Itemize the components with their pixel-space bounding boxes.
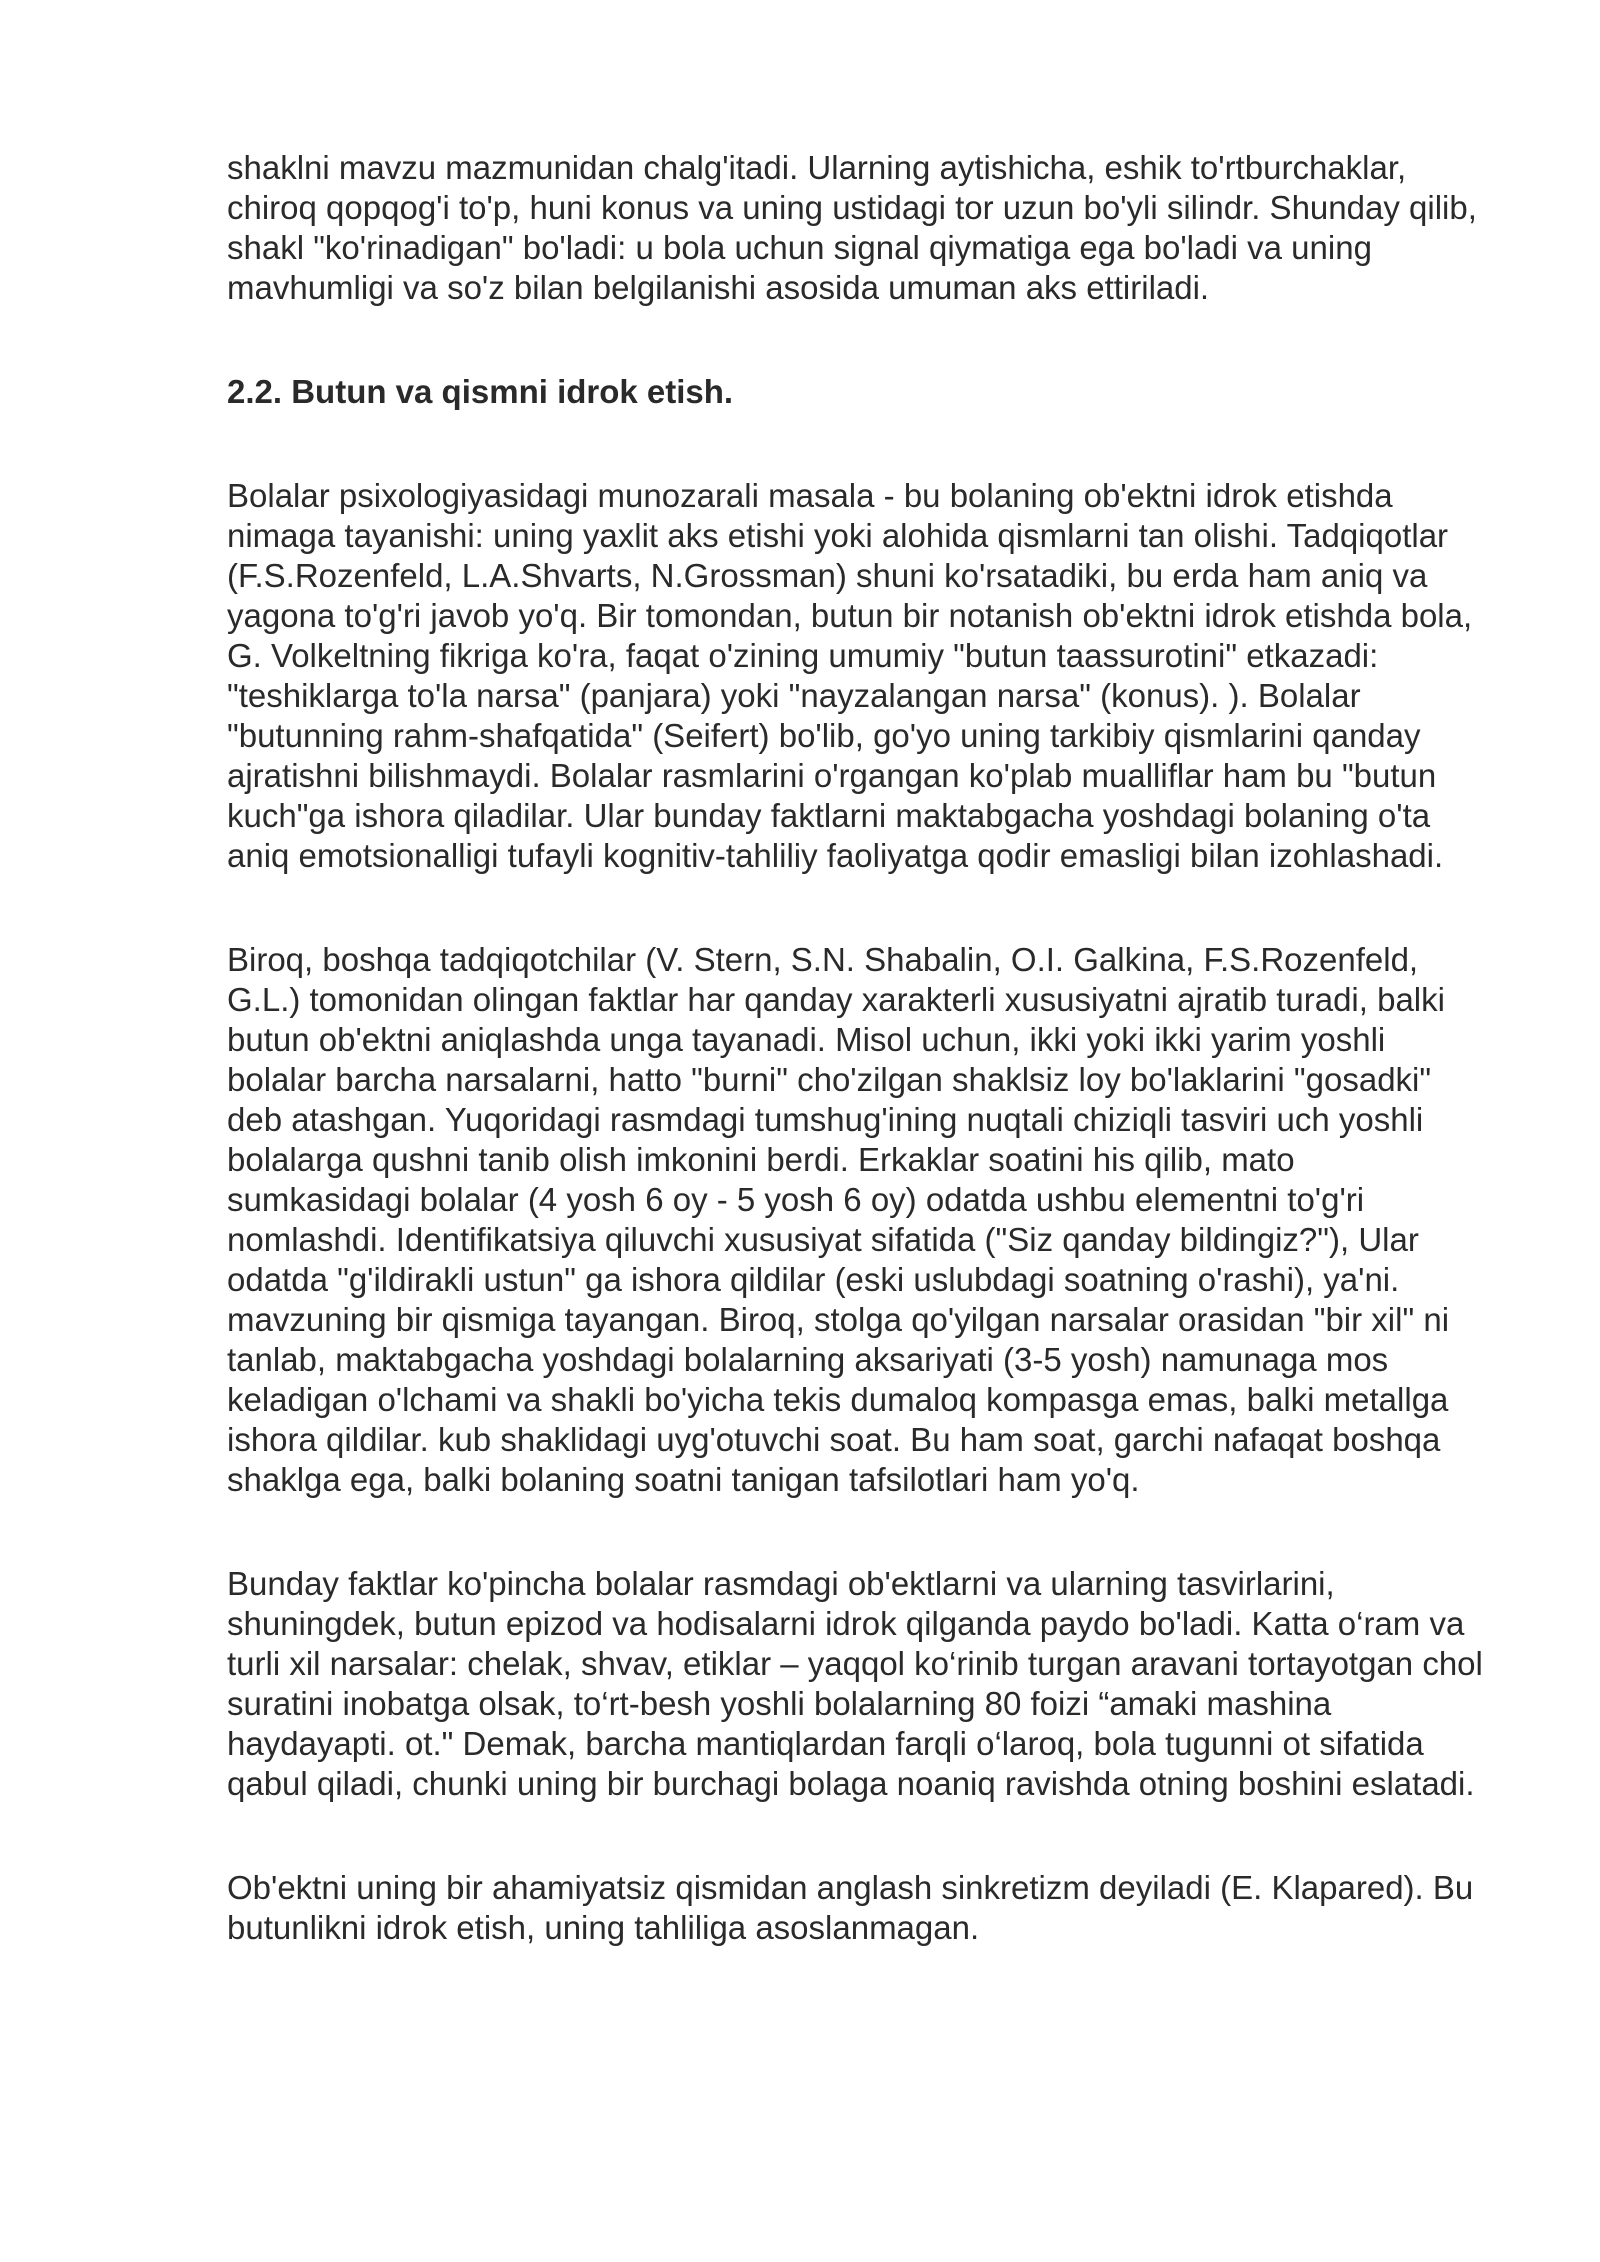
- paragraph-1: Bolalar psixologiyasidagi munozarali masala - bu bolaning ob'ektni idrok etishda nimaga tayanishi: uning yaxlit aks etishi yoki alohida qismlarni tan olishi. Tadqiqotlar (F.S.Rozenfeld, L.A.Shvarts, N.Grossman) shuni ko'rsatadiki, bu erda ham aniq va yagona to'g'ri javob yo'q. Bir tomondan, butun bir notanish ob'ektni idrok etishda bola, G. Volkeltning fikriga ko'ra, faqat o'zining umumiy "butun taassurotini" etkazadi: "teshiklarga to'la narsa" (panjara) yoki "nayzalangan narsa" (konus). ). Bolalar "butunning rahm-shafqatida" (Seifert) bo'lib, go'yo uning tarkibiy qismlarini qanday ajratishni bilishmaydi. Bolalar rasmlarini o'rgangan ko'plab mualliflar ham bu "butun kuch"ga ishora qiladilar. Ular bunday faktlarni maktabgacha yoshdagi bolaning o'ta aniq emotsionalligi tufayli kognitiv-tahliliy faoliyatga qodir emasligi bilan izohlashadi.: [227, 477, 1473, 874]
- section-heading: 2.2. Butun va qismni idrok etish.: [227, 373, 734, 410]
- intro-paragraph: shaklni mavzu mazmunidan chalg'itadi. Ularning aytishicha, eshik to'rtburchaklar, chiroq qopqog'i to'p, huni konus va uning ustidagi tor uzun bo'yli silindr. Shunday qilib, shakl "ko'rinadigan" bo'ladi: u bola uchun signal qiymatiga ega bo'ladi va uning mavhumligi va so'z bilan belgilanishi asosida umuman aks ettiriladi.: [227, 149, 1477, 306]
- paragraph-2: Biroq, boshqa tadqiqotchilar (V. Stern, S.N. Shabalin, O.I. Galkina, F.S.Rozenfeld, G.L.) tomonidan olingan faktlar har qanday xarakterli xususiyatni ajratib turadi, balki butun ob'ektni aniqlashda unga tayanadi. Misol uchun, ikki yoki ikki yarim yoshli bolalar barcha narsalarni, hatto "burni" cho'zilgan shaklsiz loy bo'laklarini "gosadki" deb atashgan. Yuqoridagi rasmdagi tumshug'ining nuqtali chiziqli tasviri uch yoshli bolalarga qushni tanib olish imkonini berdi. Erkaklar soatini his qilib, mato sumkasidagi bolalar (4 yosh 6 oy - 5 yosh 6 oy) odatda ushbu elementni to'g'ri nomlashdi. Identifikatsiya qiluvchi xususiyat sifatida ("Siz qanday bildingiz?"), Ular odatda "g'ildirakli ustun" ga ishora qildilar (eski uslubdagi soatning o'rashi), ya'ni. mavzuning bir qismiga tayangan. Biroq, stolga qo'yilgan narsalar orasidan "bir xil" ni tanlab, maktabgacha yoshdagi bolalarning aksariyati (3-5 yosh) namunaga mos keladigan o'lchami va shakli bo'yicha tekis dumaloq kompasga emas, balki metallga ishora qildilar. kub shaklidagi uyg'otuvchi soat. Bu ham soat, garchi nafaqat boshqa shaklga ega, balki bolaning soatni tanigan tafsilotlari ham yo'q.: [227, 941, 1450, 1498]
- paragraph-3: Bunday faktlar ko'pincha bolalar rasmdagi ob'ektlarni va ularning tasvirlarini, shuningdek, butun epizod va hodisalarni idrok qilganda paydo bo'ladi. Katta o‘ram va turli xil narsalar: chelak, shvav, etiklar – yaqqol ko‘rinib turgan aravani tortayotgan chol suratini inobatga olsak, to‘rt-besh yoshli bolalarning 80 foizi “amaki mashina haydayapti. ot." Demak, barcha mantiqlardan farqli o‘laroq, bola tugunni ot sifatida qabul qiladi, chunki uning bir burchagi bolaga noaniq ravishda otning boshini eslatadi.: [227, 1565, 1483, 1802]
- document-page: [227, 148, 1487, 1948]
- paragraph-4: Ob'ektni uning bir ahamiyatsiz qismidan anglash sinkretizm deyiladi (E. Klapared). Bu butunlikni idrok etish, uning tahliliga asoslanmagan.: [227, 1869, 1474, 1946]
